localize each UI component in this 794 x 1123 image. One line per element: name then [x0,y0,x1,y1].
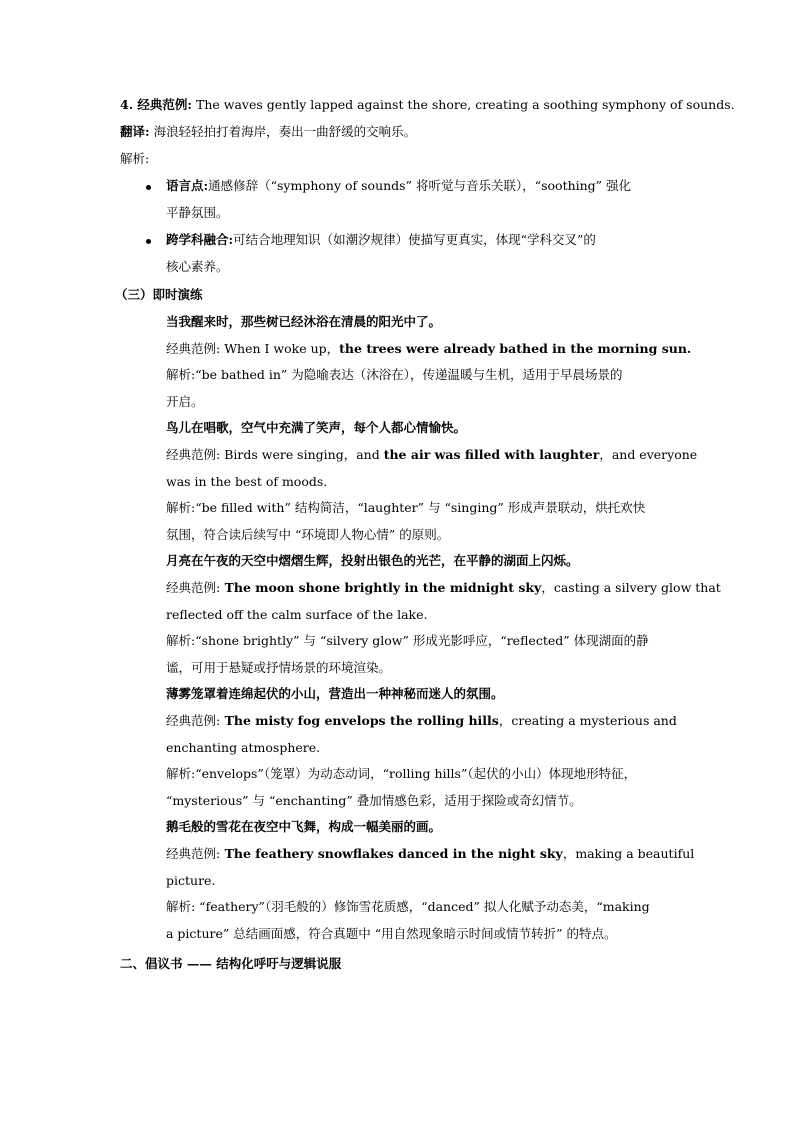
bullet-1-text: 通感修辞（“symphony of sounds” 将听觉与音乐关联），“soothing” 强化 [208,178,632,193]
practice-prompt: 薄雾笼罩着连绵起伏的小山，营造出一种神秘而迷人的氛围。 [166,686,504,702]
bullet-2-line-1 [166,230,596,250]
practice-prompt: 鹅毛般的雪花在夜空中飞舞，构成一幅美丽的画。 [166,819,442,835]
analysis-label: 解析: [120,151,150,166]
bullet-1-title: 语言点: [166,178,209,193]
example-text: ，and everyone [599,447,698,462]
example-line [166,445,697,465]
example-line [166,578,721,598]
example-label: 经典范例: [166,580,221,595]
analysis-line: 解析:“be bathed in” 为隐喻表达（沐浴在），传递温暖与生机，适用于早晨场景的 [166,367,623,383]
translation-text: 海浪轻轻拍打着海岸，奏出一曲舒缓的交响乐。 [149,124,417,139]
practice-prompt: 鸟儿在唱歌，空气中充满了笑声，每个人都心情愉快。 [166,420,467,436]
example-label: 经典范例: [166,846,221,861]
example-text: reflected off the calm surface of the lake. [166,606,428,622]
example-label: 经典范例: [166,713,221,728]
item4-label: 4. 经典范例: [120,97,193,112]
example-text: ，making a beautiful [562,846,695,861]
example-line [166,605,427,625]
bullet-1-line-1 [166,176,631,196]
example-line [166,472,327,492]
section-3-heading: （三）即时演练 [115,287,203,302]
practice-prompt: 当我醒来时，那些树已经沐浴在清晨的阳光中了。 [166,314,442,329]
practice-prompt: 月亮在午夜的天空中熠熠生辉，投射出银色的光芒，在平静的湖面上闪烁。 [166,553,579,569]
example-text: Birds were singing，and [220,447,384,462]
analysis-line: 开启。 [166,393,204,409]
section-2-heading: 二、倡议书 —— 结构化呼吁与逻辑说服 [120,956,342,971]
example-highlight: the trees were already bathed in the morning sun. [339,340,692,356]
example-line [166,738,320,758]
example-text: ，creating a mysterious and [498,713,677,728]
translation-label: 翻译: [120,124,150,139]
bullet-1-line-2: 平静氛围。 [166,205,229,220]
example-highlight: The misty fog envelops the rolling hills [220,713,499,728]
analysis-line: a picture” 总结画面感，符合真题中 “用自然现象暗示时间或情节转折” 的特点。 [166,925,617,941]
analysis-line: “mysterious” 与 “enchanting” 叠加情感色彩，适用于探险或奇幻情节。 [166,792,582,808]
analysis-line: 解析:“be filled with” 结构简洁，“laughter” 与 “singing” 形成声景联动，烘托欢快 [166,500,646,516]
analysis-line: 氛围，符合读后续写中 “环境即人物心情” 的原则。 [166,526,450,542]
bullet-dot [146,239,151,244]
example-line [166,711,677,731]
bullet-2-text: 可结合地理知识（如潮汐规律）使描写更真实，体现“学科交叉”的 [233,232,596,247]
example-text: was in the best of moods. [166,473,328,489]
example-highlight: The feathery snowflakes danced in the night sky [220,846,563,861]
analysis-line: 解析:“envelops”（笼罩）为动态动词，“rolling hills”（起伏的小山）体现地形特征， [166,766,637,782]
analysis-line: 解析:“shone brightly” 与 “silvery glow” 形成光影呼应，“reflected” 体现湖面的静 [166,633,649,649]
item4-example-line [120,95,735,115]
item4-translation-line [120,122,416,142]
example-highlight: The moon shone brightly in the midnight sky [220,580,542,595]
analysis-line: 谧，可用于悬疑或抒情场景的环境渲染。 [166,659,392,675]
example-text: When I woke up， [220,340,340,356]
bullet-2-line-2: 核心素养。 [166,259,229,274]
bullet-2-title: 跨学科融合: [166,232,234,247]
bullet-dot [146,185,151,190]
example-line [166,339,691,359]
example-label: 经典范例: [166,340,221,356]
item4-example: The waves gently lapped against the shore, creating a soothing symphony of sounds. [192,97,735,112]
example-highlight: the air was filled with laughter [383,447,600,462]
example-label: 经典范例: [166,447,221,462]
example-text: ，casting a silvery glow that [541,580,721,595]
example-line [166,844,694,864]
example-line [166,871,215,891]
example-text: picture. [166,872,216,888]
example-text: enchanting atmosphere. [166,739,321,755]
analysis-line: 解析: “feathery”（羽毛般的）修饰雪花质感，“danced” 拟人化赋予动态美，“making [166,899,650,915]
